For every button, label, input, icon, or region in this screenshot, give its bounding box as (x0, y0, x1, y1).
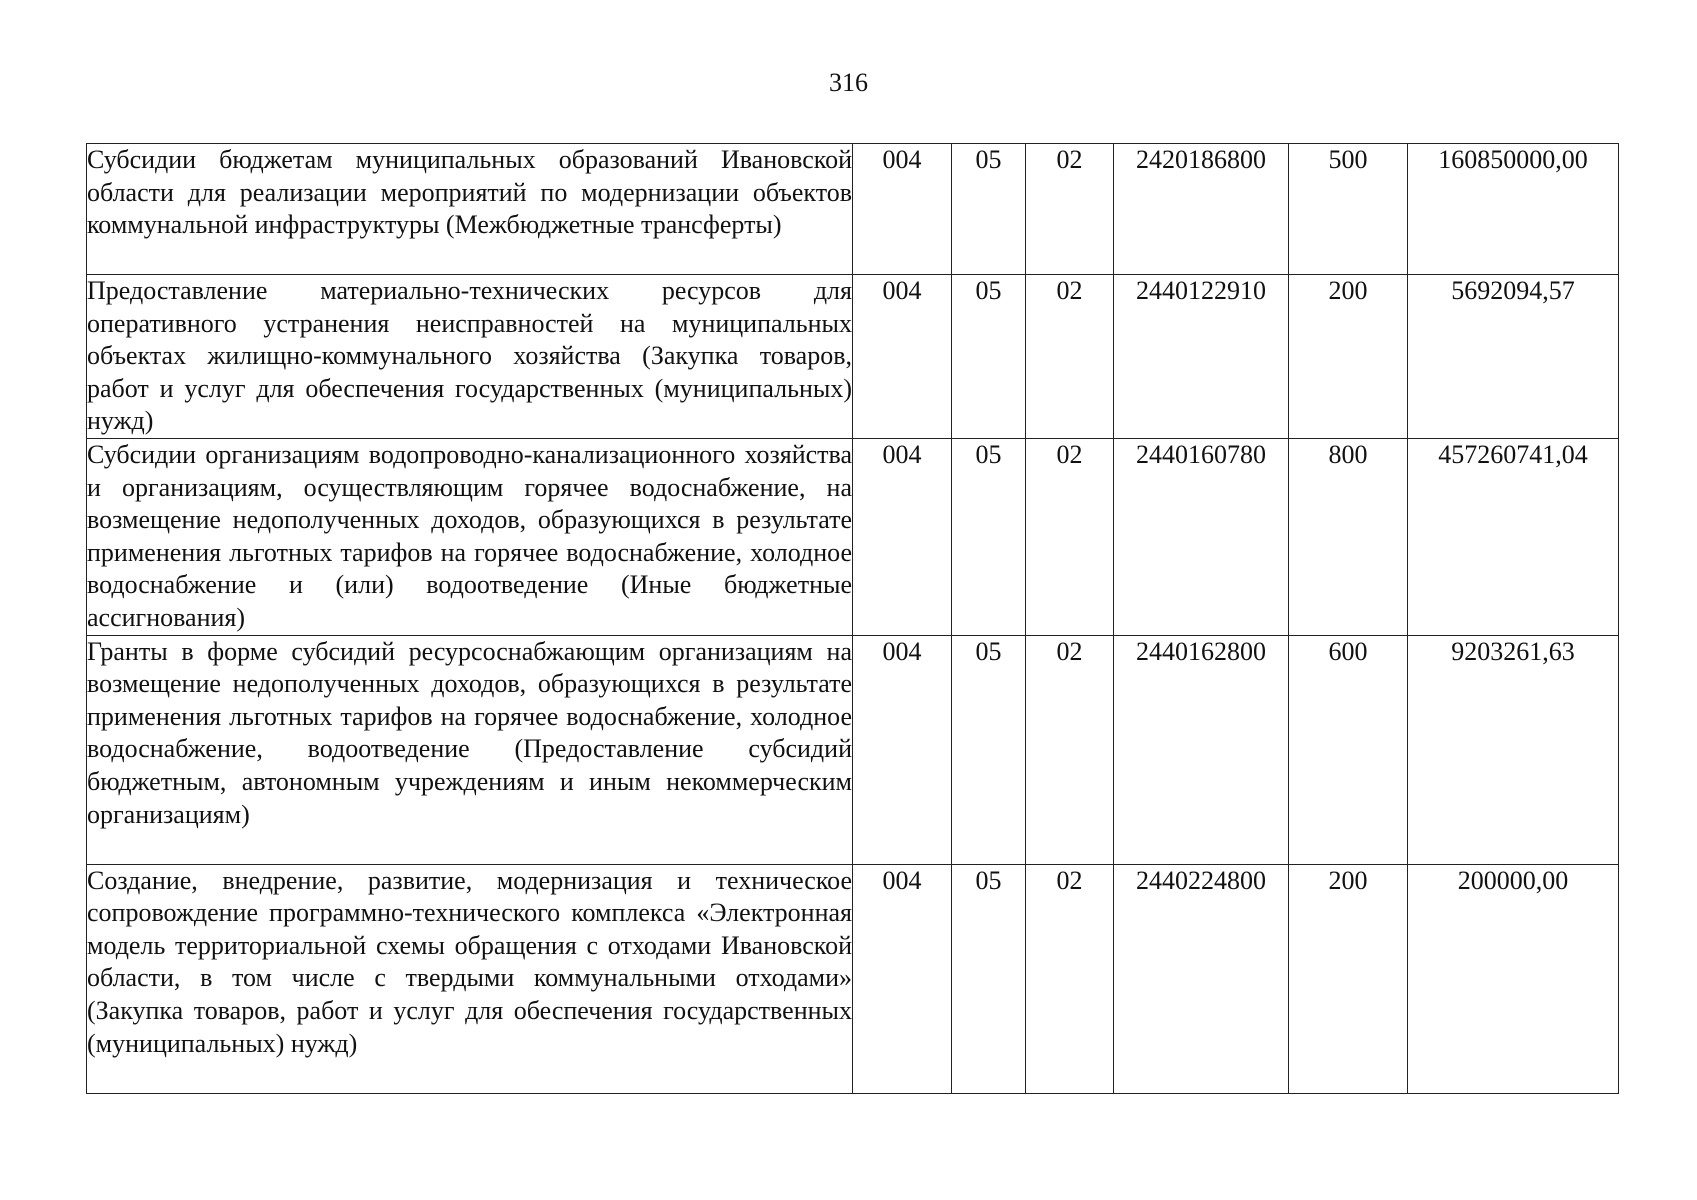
target-article-code: 2440162800 (1114, 635, 1289, 864)
page-number: 316 (829, 68, 868, 97)
subsection-code: 02 (1026, 439, 1114, 636)
expense-type-code: 600 (1289, 635, 1408, 864)
budget-table (86, 143, 1619, 1094)
section-code: 05 (952, 275, 1026, 439)
subsection-code: 02 (1026, 864, 1114, 1093)
subsection-code: 02 (1026, 144, 1114, 275)
amount: 9203261,63 (1408, 635, 1619, 864)
ministry-code: 004 (853, 864, 952, 1093)
table-row (87, 635, 1619, 864)
expense-type-code: 800 (1289, 439, 1408, 636)
row-description: Предоставление материально-технических ресурсов для оперативного устранения неисправностей на муниципальных объектах жилищно-коммунального хозяйства (Закупка товаров, работ и услуг для обеспечения государственных (муниципальных) нужд) (87, 275, 853, 439)
section-code: 05 (952, 439, 1026, 636)
ministry-code: 004 (853, 439, 952, 636)
expense-type-code: 500 (1289, 144, 1408, 275)
section-code: 05 (952, 635, 1026, 864)
target-article-code: 2420186800 (1114, 144, 1289, 275)
target-article-code: 2440224800 (1114, 864, 1289, 1093)
row-description: Гранты в форме субсидий ресурсоснабжающим организациям на возмещение недополученных доходов, образующихся в результате применения льготных тарифов на горячее водоснабжение, холодное водоснабжение, водоотведение (Предоставление субсидий бюджетным, автономным учреждениям и иным некоммерческим организациям) (87, 635, 853, 864)
table-row (87, 144, 1619, 275)
section-code: 05 (952, 144, 1026, 275)
ministry-code: 004 (853, 635, 952, 864)
row-description: Субсидии бюджетам муниципальных образований Ивановской области для реализации мероприятий по модернизации объектов коммунальной инфраструктуры (Межбюджетные трансферты) (87, 144, 853, 275)
row-description: Субсидии организациям водопроводно-канализационного хозяйства и организациям, осуществляющим горячее водоснабжение, на возмещение недополученных доходов, образующихся в результате применения льготных тарифов на горячее водоснабжение, холодное водоснабжение и (или) водоотведение (Иные бюджетные ассигнования) (87, 439, 853, 636)
ministry-code: 004 (853, 144, 952, 275)
amount: 160850000,00 (1408, 144, 1619, 275)
ministry-code: 004 (853, 275, 952, 439)
subsection-code: 02 (1026, 275, 1114, 439)
table-row (87, 275, 1619, 439)
target-article-code: 2440122910 (1114, 275, 1289, 439)
target-article-code: 2440160780 (1114, 439, 1289, 636)
amount: 200000,00 (1408, 864, 1619, 1093)
section-code: 05 (952, 864, 1026, 1093)
row-description: Создание, внедрение, развитие, модернизация и техническое сопровождение программно-технического комплекса «Электронная модель территориальной схемы обращения с отходами Ивановской области, в том числе с твердыми коммунальными отходами» (Закупка товаров, работ и услуг для обеспечения государственных (муниципальных) нужд) (87, 864, 853, 1093)
amount: 5692094,57 (1408, 275, 1619, 439)
table-row (87, 439, 1619, 636)
amount: 457260741,04 (1408, 439, 1619, 636)
expense-type-code: 200 (1289, 275, 1408, 439)
subsection-code: 02 (1026, 635, 1114, 864)
expense-type-code: 200 (1289, 864, 1408, 1093)
table-row (87, 864, 1619, 1093)
